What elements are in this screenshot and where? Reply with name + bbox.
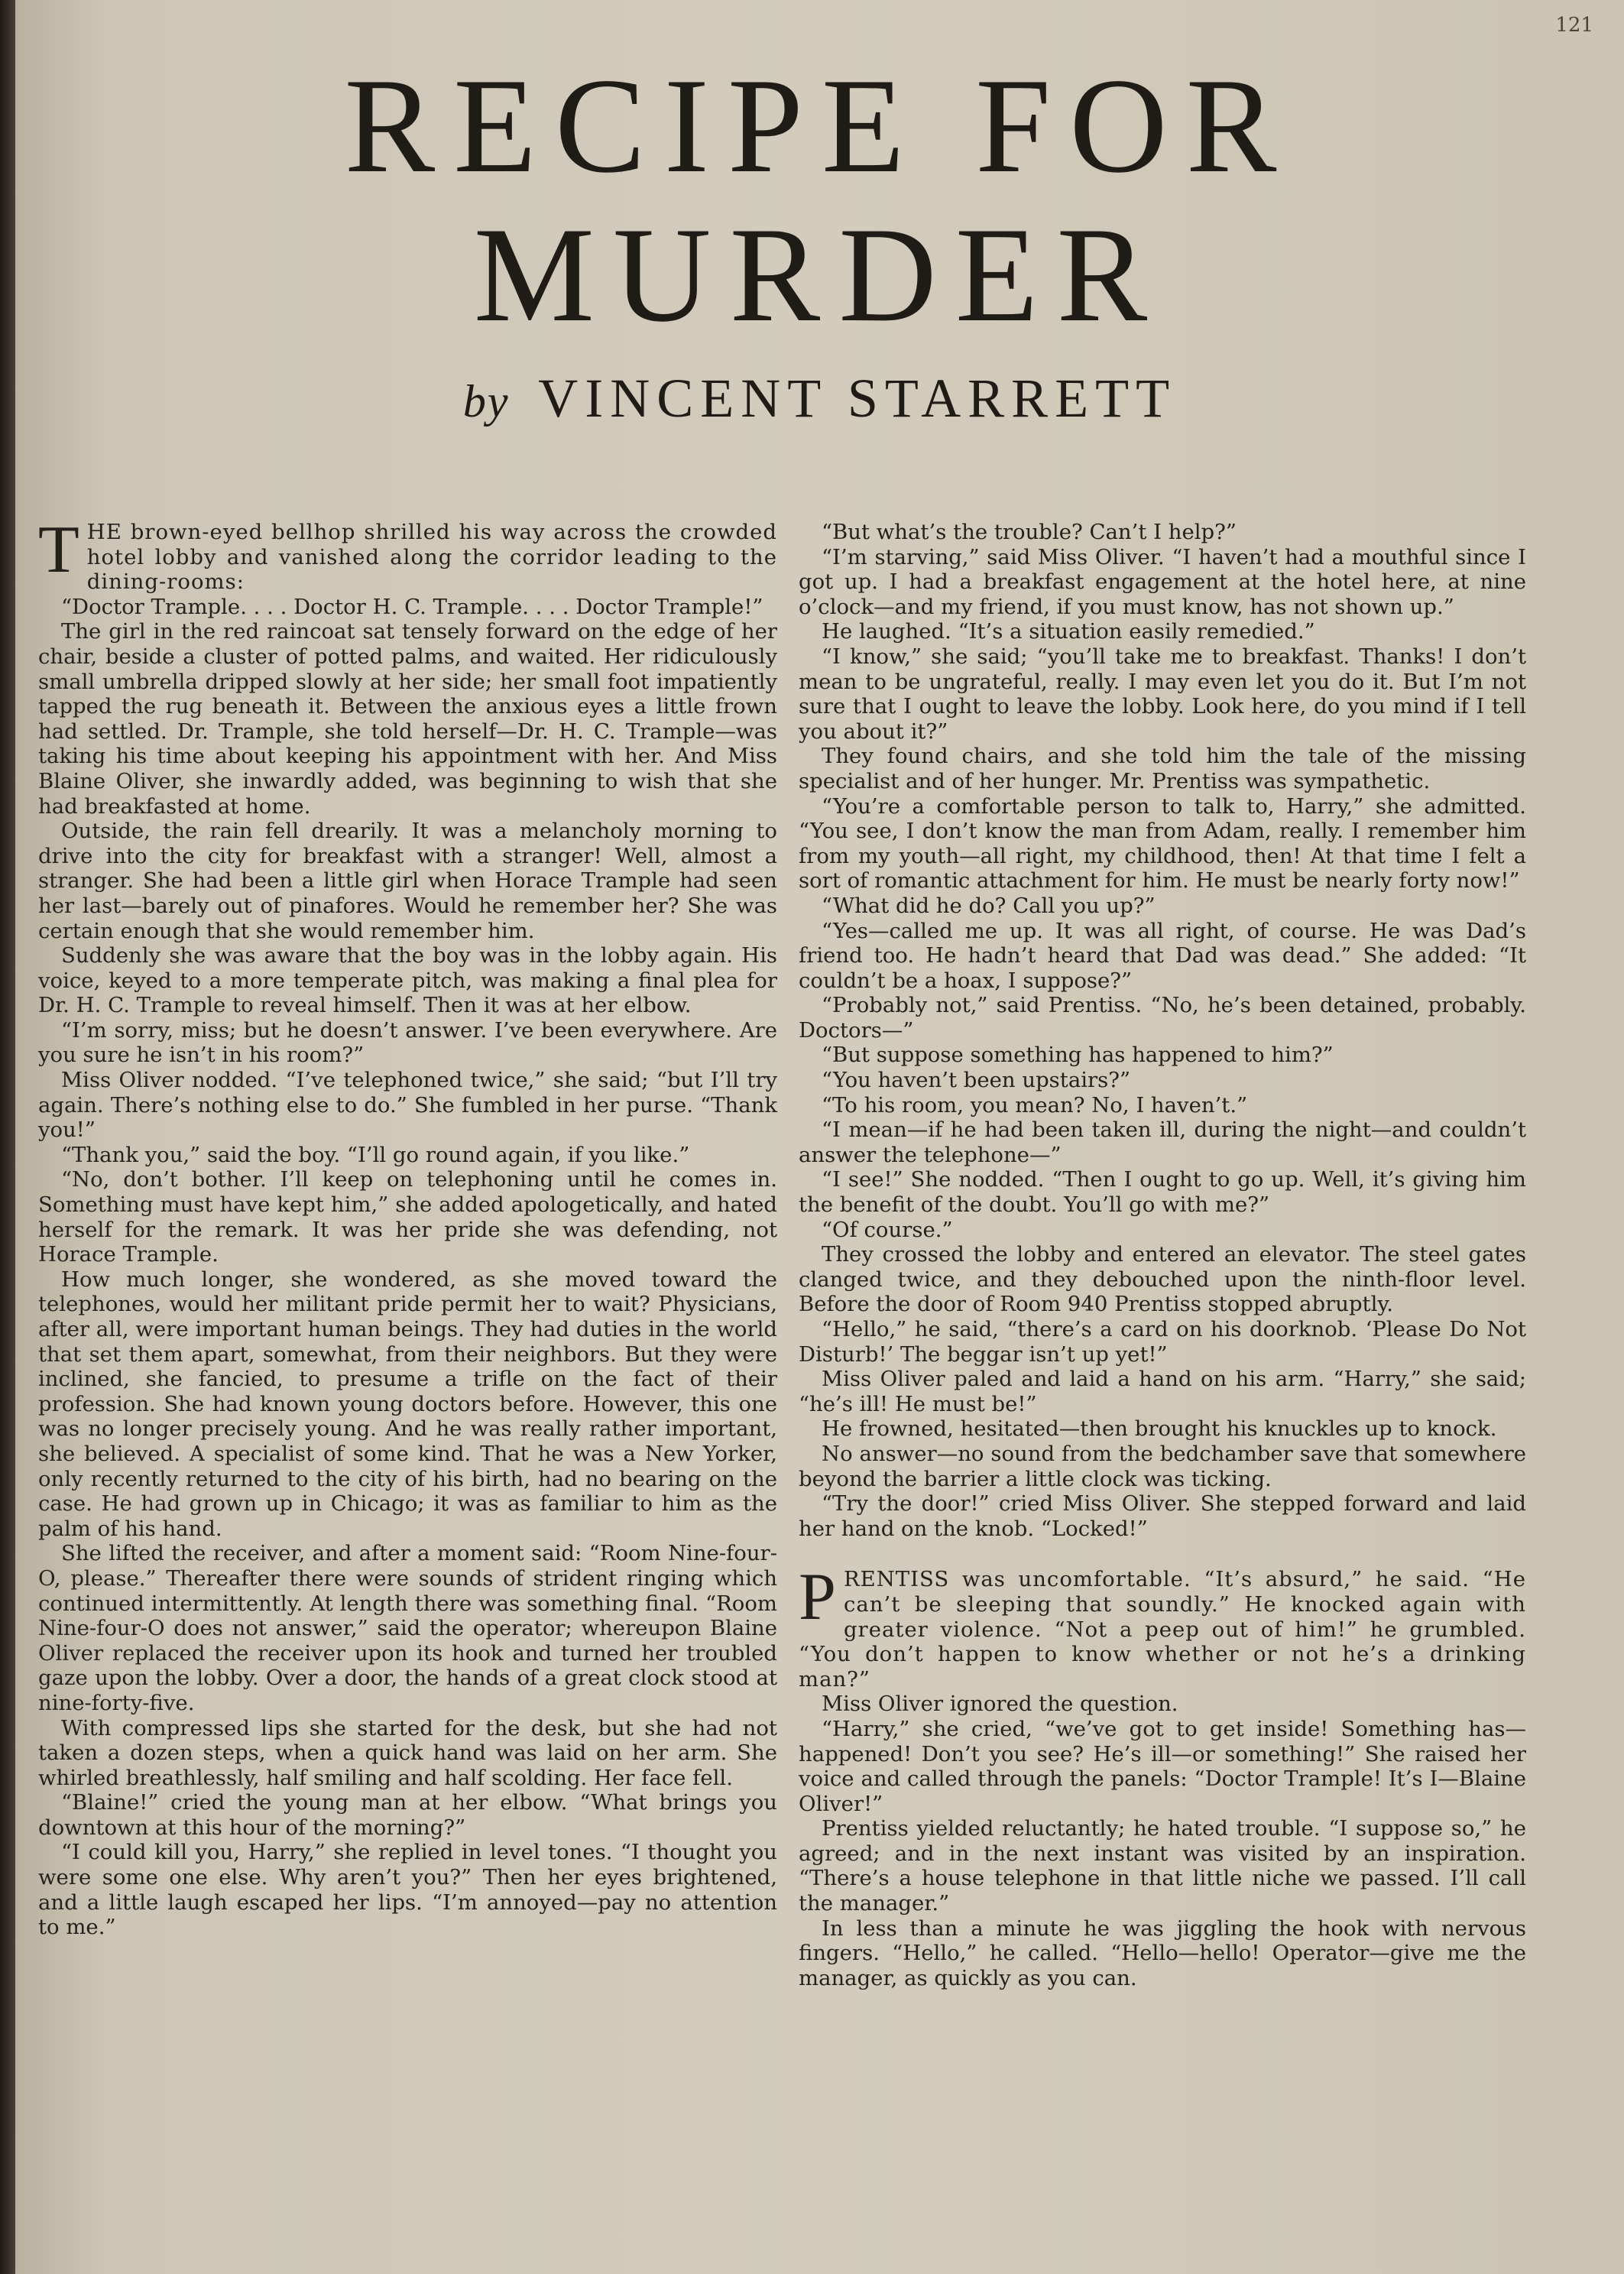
paragraph: “To his room, you mean? No, I haven’t.” bbox=[822, 1092, 1248, 1118]
paragraph: “You’re a comfortable person to talk to, Harry,” she admitted. “You see, I don’t know the man from Adam, really. I remember him from my youth—all right, my childhood, then! At that time I felt a sort of romantic attachment for him. He must be nearly forty now!” bbox=[799, 793, 1526, 894]
paragraph: “I could kill you, Harry,” she replied in level tones. “I thought you were some one else. Why aren’t you?” Then her eyes brightened, and a little laugh escaped her lips. “I’m annoyed—pay no attention to me.” bbox=[38, 1840, 777, 1940]
paragraph: She lifted the receiver, and after a moment said: “Room Nine-four-O, please.” Thereafter there were sounds of strident ringing which continued intermittently. At length there was something final. “Room Nine-four-O does not answer,” said the operator; whereupon Blaine Oliver replaced the receiver upon its hook and turned her troubled gaze upon the lobby. Over a door, the hands of a great clock stood at nine-forty-five. bbox=[38, 1541, 777, 1715]
byline-prefix: by bbox=[462, 376, 510, 427]
drop-cap: T bbox=[38, 513, 79, 587]
paragraph: He frowned, hesitated—then brought his knuckles up to knock. bbox=[822, 1416, 1497, 1442]
paragraph: “No, don’t bother. I’ll keep on telephoning until he comes in. Something must have kept him,” she added apologetically, and hated herself for the remark. It was her pride she was defending, not Horace Trample. bbox=[38, 1167, 777, 1267]
section-opening-text: RENTISS was uncomfortable. “It’s absurd,” he said. “He can’t be sleeping that soundly.” He knocked again with greater violence. “Not a peep out of him!” he grumbled. “You don’t happen to know whether or not he’s a drinking man?” bbox=[799, 1567, 1526, 1692]
right-column bbox=[799, 520, 1526, 1990]
paragraph: “Doctor Trample. . . . Doctor H. C. Trample. . . . Doctor Trample!” bbox=[61, 594, 763, 619]
magazine-page bbox=[15, 0, 1624, 2274]
paragraph: “Yes—called me up. It was all right, of course. He was Dad’s friend too. He hadn’t heard that Dad was dead.” She added: “It couldn’t be a hoax, I suppose?” bbox=[799, 918, 1526, 993]
paragraph: They crossed the lobby and entered an elevator. The steel gates clanged twice, and they debouched upon the ninth-floor level. Before the door of Room 940 Prentiss stopped abruptly. bbox=[799, 1242, 1526, 1317]
paragraph: Prentiss yielded reluctantly; he hated trouble. “I suppose so,” he agreed; and in the next instant was visited by an inspiration. “There’s a house telephone in that little niche we passed. I’ll call the manager.” bbox=[799, 1816, 1526, 1916]
paragraph: “I’m starving,” said Miss Oliver. “I haven’t had a mouthful since I got up. I had a breakfast engagement at the hotel here, at nine o’clock—and my friend, if you must know, has not shown up.” bbox=[799, 544, 1526, 619]
paragraph: “I know,” she said; “you’ll take me to breakfast. Thanks! I don’t mean to be ungrateful, really. I may even let you do it. But I’m not sure that I ought to leave the lobby. Look here, do you mind if I tell you about it?” bbox=[799, 644, 1526, 744]
paragraph: With compressed lips she started for the desk, but she had not taken a dozen steps, when a quick hand was laid on her arm. She whirled breathlessly, half smiling and half scolding. Her face fell. bbox=[38, 1715, 777, 1790]
paragraph: “Harry,” she cried, “we’ve got to get inside! Something has—happened! Don’t you see? He’s ill—or something!” She raised her voice and called through the panels: “Doctor Trample! It’s I—Blaine Oliver!” bbox=[799, 1716, 1526, 1816]
opening-text: HE brown-eyed bellhop shrilled his way across the crowded hotel lobby and vanished along the corridor leading to the dining-rooms: bbox=[86, 520, 777, 595]
paragraph: He laughed. “It’s a situation easily remedied.” bbox=[822, 619, 1315, 644]
byline bbox=[15, 367, 1624, 430]
paragraph: “You haven’t been upstairs?” bbox=[822, 1068, 1131, 1093]
paragraph: “I mean—if he had been taken ill, during the night—and couldn’t answer the telephone—” bbox=[799, 1118, 1526, 1167]
paragraph: Outside, the rain fell drearily. It was a melancholy morning to drive into the city for breakfast with a stranger! Well, almost a stranger. She had been a little girl when Horace Trample had seen her last—barely out of pinafores. Would he remember her? She was certain enough that she would remember him. bbox=[38, 819, 777, 943]
paragraph: “Hello,” he said, “there’s a card on his doorknob. ‘Please Do Not Disturb!’ The beggar isn’t up yet!” bbox=[799, 1317, 1526, 1367]
paragraph: Miss Oliver paled and laid a hand on his arm. “Harry,” she said; “he’s ill! He must be!” bbox=[799, 1367, 1526, 1416]
paragraph: “Blaine!” cried the young man at her elbow. “What brings you downtown at this hour of the morning?” bbox=[38, 1790, 777, 1840]
author-name: VINCENT STARRETT bbox=[538, 368, 1177, 429]
opening-paragraph bbox=[38, 513, 777, 595]
paragraph: Miss Oliver ignored the question. bbox=[822, 1692, 1178, 1717]
paragraph: “I’m sorry, miss; but he doesn’t answer. I’ve been everywhere. Are you sure he isn’t in his room?” bbox=[38, 1017, 777, 1068]
page-number: 121 bbox=[1555, 14, 1593, 37]
paragraph: “But suppose something has happened to him?” bbox=[822, 1043, 1334, 1068]
left-column bbox=[38, 513, 777, 1940]
book-spine bbox=[0, 0, 15, 2274]
paragraph: Suddenly she was aware that the boy was in the lobby again. His voice, keyed to a more temperate pitch, was making a final plea for Dr. H. C. Trample to reveal himself. Then it was at her elbow. bbox=[38, 943, 777, 1018]
paragraph: “Probably not,” said Prentiss. “No, he’s been detained, probably. Doctors—” bbox=[799, 993, 1526, 1043]
paragraph: Miss Oliver nodded. “I’ve telephoned twice,” she said; “but I’ll try again. There’s nothing else to do.” She fumbled in her purse. “Thank you!” bbox=[38, 1068, 777, 1143]
paragraph: “What did he do? Call you up?” bbox=[822, 893, 1156, 918]
paragraph: In less than a minute he was jiggling the hook with nervous fingers. “Hello,” he called. “Hello—hello! Operator—give me the manager, as quickly as you can. bbox=[799, 1916, 1526, 1990]
paragraph: “I see!” She nodded. “Then I ought to go up. Well, it’s giving him the benefit of the doubt. You’ll go with me?” bbox=[799, 1167, 1526, 1218]
paragraph: “Try the door!” cried Miss Oliver. She stepped forward and laid her hand on the knob. “Locked!” bbox=[799, 1491, 1526, 1541]
paragraph: No answer—no sound from the bedchamber save that somewhere beyond the barrier a little clock was ticking. bbox=[799, 1441, 1526, 1491]
paragraph: How much longer, she wondered, as she moved toward the telephones, would her militant pride permit her to wait? Physicians, after all, were important human beings. They had duties in the world that set them apart, somewhat, from their neighbors. But they were inclined, she fancied, to presume a trifle on the fact of their profession. She had known young doctors before. However, this one was no longer precisely young. And he was really rather important, she believed. A specialist of some kind. That he was a New Yorker, only recently returned to the city of his birth, had no bearing on the case. He had grown up in Chicago; it was as familiar to him as the palm of his hand. bbox=[38, 1267, 777, 1541]
section-opening-paragraph bbox=[799, 1560, 1526, 1692]
paragraph: They found chairs, and she told him the tale of the missing specialist and of her hunger. Mr. Prentiss was sympathetic. bbox=[799, 744, 1526, 793]
paragraph: “Thank you,” said the boy. “I’ll go round again, if you like.” bbox=[61, 1142, 690, 1167]
title-line-2: MURDER bbox=[473, 199, 1166, 350]
paragraph: “But what’s the trouble? Can’t I help?” bbox=[822, 520, 1237, 544]
title-line-1: RECIPE FOR bbox=[344, 50, 1295, 201]
section-drop-cap: P bbox=[799, 1560, 836, 1635]
paragraph: The girl in the red raincoat sat tensely forward on the edge of her chair, beside a cluster of potted palms, and waited. Her ridiculously small umbrella dripped slowly at her side; her small foot impatiently tapped the rug beneath it. Between the anxious eyes a little frown had settled. Dr. Trample, she told herself—Dr. H. C. Trample—was taking his time about keeping his appointment with her. And Miss Blaine Oliver, she inwardly added, was beginning to wish that she had breakfasted at home. bbox=[38, 619, 777, 819]
paragraph: “Of course.” bbox=[822, 1217, 953, 1242]
